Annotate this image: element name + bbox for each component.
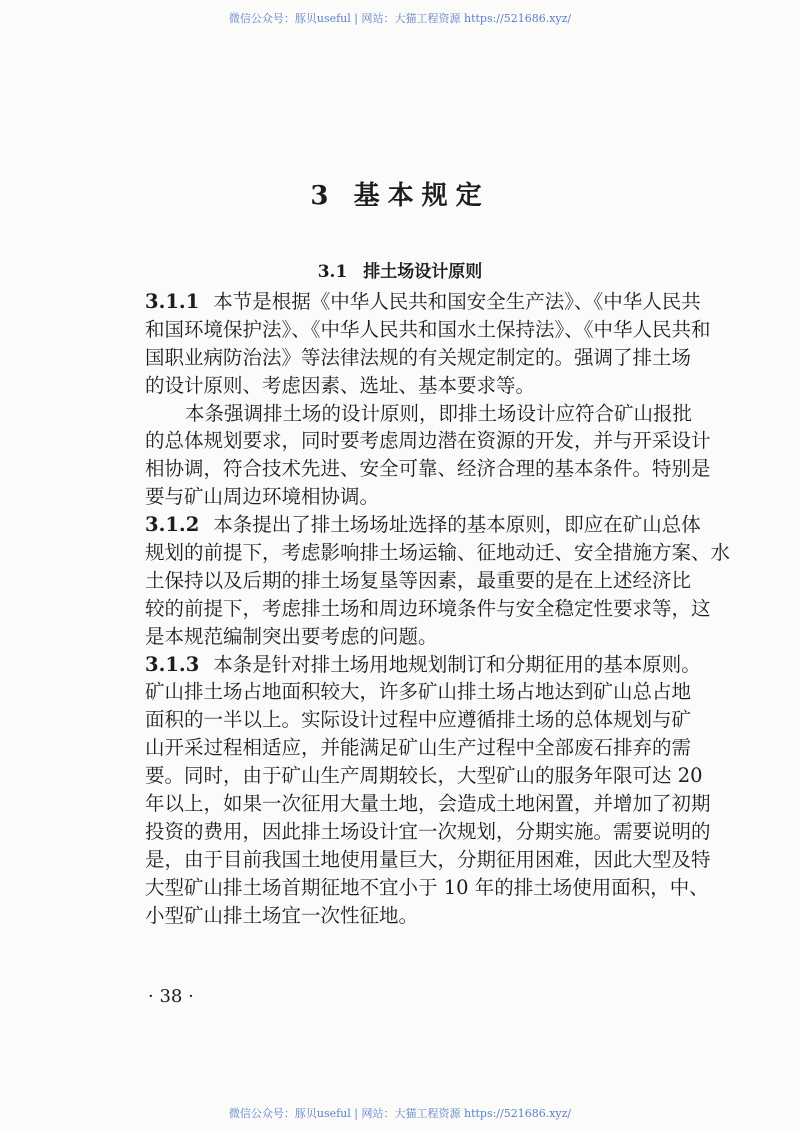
line-text: 规划的前提下，考虑影响排土场运输、征地动迁、安全措施方案、水 [145, 541, 731, 565]
text-line [145, 734, 692, 762]
line-text: 和国环境保护法》、《中华人民共和国水土保持法》、《中华人民共和 [145, 317, 711, 341]
chapter-title: 3 基本规定 [310, 181, 490, 211]
line-text: 国职业病防治法》等法律法规的有关规定制定的。强调了排土场 [145, 345, 692, 369]
section-heading [0, 257, 800, 282]
line-text: 本条强调排土场的设计原则，即排土场设计应符合矿山报批 [185, 401, 693, 425]
line-text: 投资的费用，因此排土场设计宜一次规划，分期实施。需要说明的 [145, 819, 711, 843]
section-number: 3.1 [317, 262, 348, 282]
page-number: · 38 · [148, 986, 194, 1007]
watermark-bottom: 微信公众号：豚贝useful | 网站：大猫工程资源 https://521686.xyz/ [228, 1107, 572, 1120]
text-line [145, 372, 657, 400]
line-text: 较的前提下，考虑排土场和周边环境条件与安全稳定性要求等，这 [145, 596, 711, 620]
text-line [145, 678, 692, 706]
line-text: 年以上，如果一次征用大量土地，会造成土地闲置，并增加了初期 [145, 792, 711, 816]
clause-number: 3.1.2 [145, 513, 200, 537]
text-line [145, 344, 692, 372]
text-line [145, 846, 711, 874]
text-line [145, 567, 692, 595]
line-text: 要。同时，由于矿山生产周期较长，大型矿山的服务年限可达 20 [145, 764, 703, 788]
line-text: 是，由于目前我国土地使用量巨大，分期征用困难，因此大型及特 [145, 847, 711, 871]
text-line [145, 874, 709, 902]
text-line [145, 316, 711, 344]
text-line [145, 790, 711, 818]
line-text: 本节是根据《中华人民共和国安全生产法》、《中华人民共 [213, 290, 701, 313]
line-text: 矿山排土场占地面积较大，许多矿山排土场占地达到矿山总占地 [145, 680, 692, 704]
line-text: 的设计原则、考虑因素、选址、基本要求等。 [145, 373, 536, 397]
line-text: 本条是针对排土场用地规划制订和分期征用的基本原则。 [213, 652, 701, 676]
text-line [145, 818, 711, 846]
text-line [145, 706, 692, 734]
text-line [145, 595, 711, 623]
line-text: 的总体规划要求，同时要考虑周边潜在资源的开发，并与开采设计 [145, 429, 711, 453]
text-line [145, 427, 711, 455]
text-line [145, 902, 657, 930]
text-line [145, 762, 703, 790]
text-line [145, 623, 657, 651]
text-line [145, 455, 711, 483]
text-line [145, 400, 693, 428]
line-text: 山开采过程相适应，并能满足矿山生产过程中全部废石排弃的需 [145, 736, 692, 760]
line-text: 小型矿山排土场宜一次性征地。 [145, 903, 419, 927]
line-text: 相协调，符合技术先进、安全可靠、经济合理的基本条件。特别是 [145, 457, 711, 481]
text-line [145, 511, 701, 539]
line-text: 大型矿山排土场首期征地不宜小于 10 年的排土场使用面积，中、 [145, 875, 709, 899]
text-line [145, 651, 701, 679]
text-line [145, 288, 701, 316]
text-line [145, 483, 657, 511]
clause-number: 3.1.1 [145, 290, 200, 313]
line-text: 要与矿山周边环境相协调。 [145, 485, 380, 509]
clause-number: 3.1.3 [145, 652, 200, 676]
line-text: 土保持以及后期的排土场复垦等因素，最重要的是在上述经济比 [145, 568, 692, 592]
line-text: 面积的一半以上。实际设计过程中应遵循排土场的总体规划与矿 [145, 708, 692, 732]
section-title: 排土场设计原则 [363, 262, 483, 282]
line-text: 是本规范编制突出要考虑的问题。 [145, 624, 438, 648]
line-text: 本条提出了排土场场址选择的基本原则，即应在矿山总体 [213, 513, 701, 537]
body-text [145, 288, 731, 929]
watermark-top: 微信公众号：豚贝useful | 网站：大猫工程资源 https://521686.xyz/ [228, 12, 572, 25]
text-line [145, 539, 731, 567]
